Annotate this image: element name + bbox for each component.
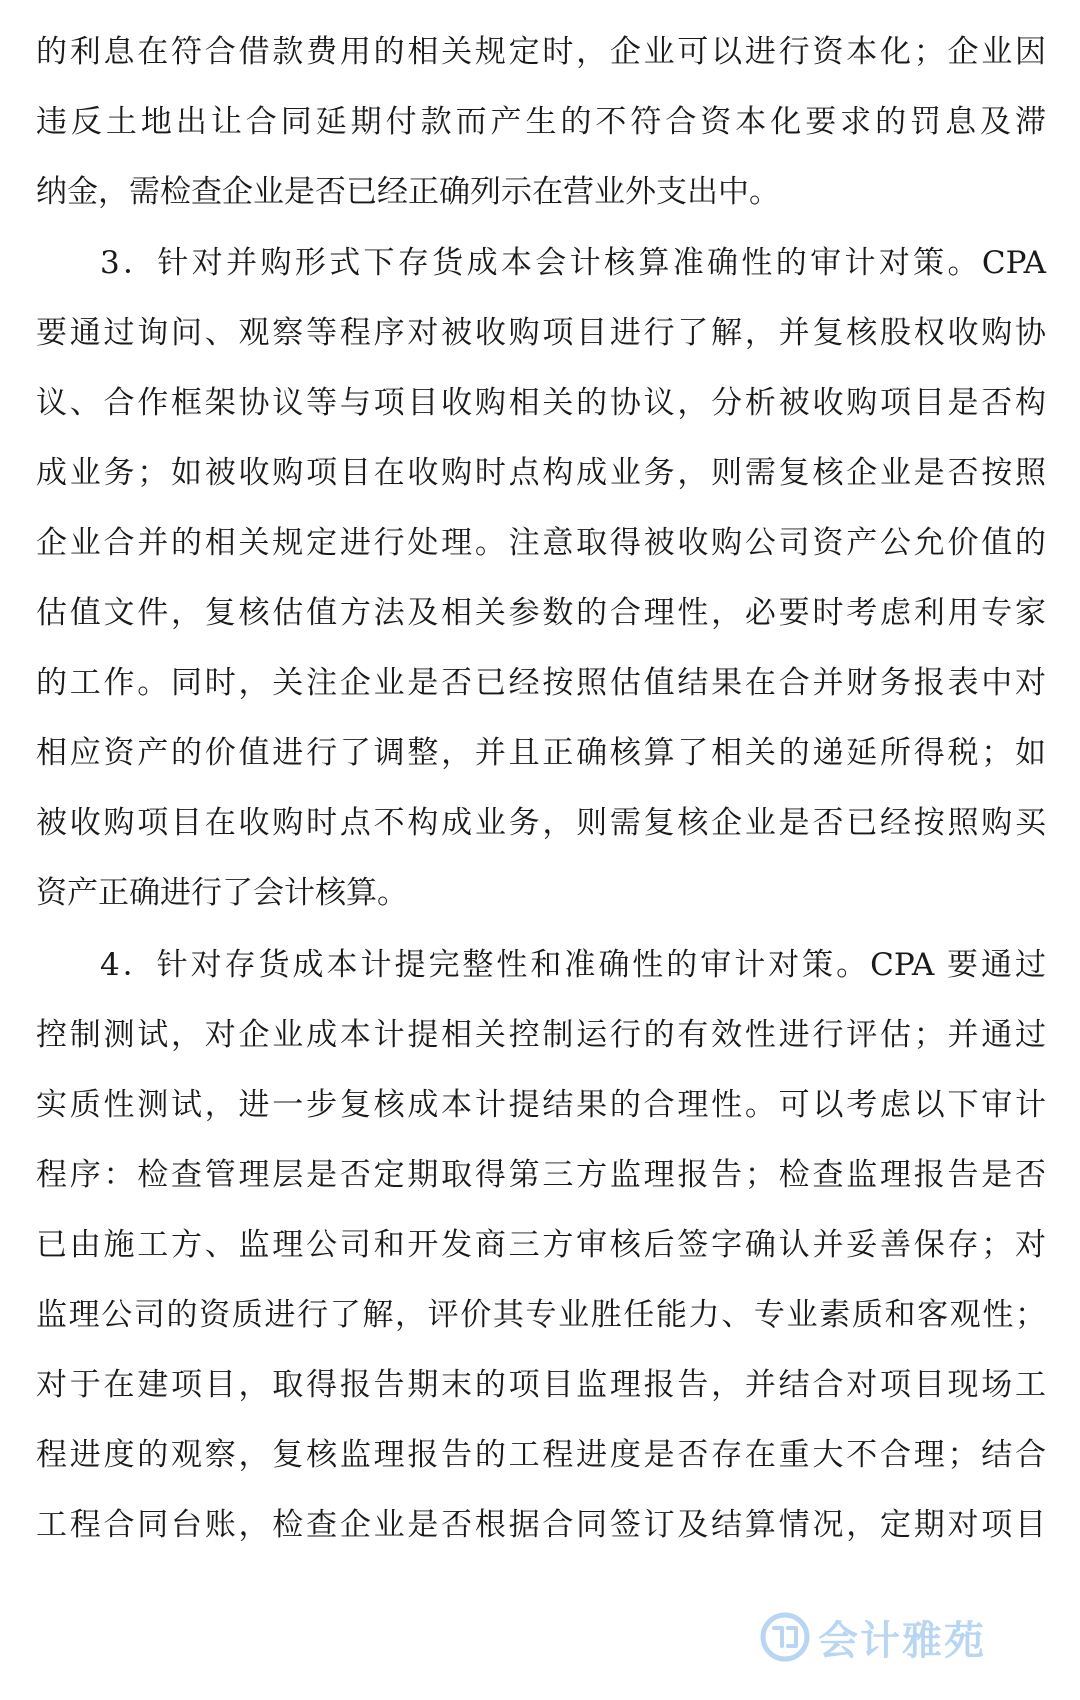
text-line: 要通过询问、观察等程序对被收购项目进行了解，并复核股权收购协 xyxy=(36,315,1046,351)
text-line: 资产正确进行了会计核算。 xyxy=(36,875,408,911)
text-line: 估值文件，复核估值方法及相关参数的合理性，必要时考虑利用专家 xyxy=(36,595,1046,631)
paragraph-3-heading-line: 3．针对并购形式下存货成本会计核算准确性的审计对策。CPA xyxy=(100,245,1046,281)
text-line: 违反土地出让合同延期付款而产生的不符合资本化要求的罚息及滞 xyxy=(36,104,1046,140)
text-line: 企业合并的相关规定进行处理。注意取得被收购公司资产公允价值的 xyxy=(36,525,1046,561)
watermark-text: 会计雅苑 xyxy=(818,1617,986,1664)
text-line: 工程合同台账，检查企业是否根据合同签订及结算情况，定期对项目 xyxy=(36,1507,1046,1543)
watermark xyxy=(760,1605,986,1669)
paragraph-4-heading-line: 4．针对存货成本计提完整性和准确性的审计对策。CPA 要通过 xyxy=(100,947,1046,983)
text-line: 实质性测试，进一步复核成本计提结果的合理性。可以考虑以下审计 xyxy=(36,1087,1046,1123)
text-line: 被收购项目在收购时点不构成业务，则需复核企业是否已经按照购买 xyxy=(36,805,1046,841)
text-line: 监理公司的资质进行了解，评价其专业胜任能力、专业素质和客观性； xyxy=(36,1297,1046,1333)
text-line: 控制测试，对企业成本计提相关控制运行的有效性进行评估；并通过 xyxy=(36,1017,1046,1053)
text-line: 程序：检查管理层是否定期取得第三方监理报告；检查监理报告是否 xyxy=(36,1157,1046,1193)
text-line: 已由施工方、监理公司和开发商三方审核后签字确认并妥善保存；对 xyxy=(36,1227,1046,1263)
text-line: 议、合作框架协议等与项目收购相关的协议，分析被收购项目是否构 xyxy=(36,385,1046,421)
text-line: 纳金，需检查企业是否已经正确列示在营业外支出中。 xyxy=(36,174,780,210)
text-line: 的工作。同时，关注企业是否已经按照估值结果在合并财务报表中对 xyxy=(36,665,1046,701)
text-line: 相应资产的价值进行了调整，并且正确核算了相关的递延所得税；如 xyxy=(36,735,1046,771)
text-line: 对于在建项目，取得报告期末的项目监理报告，并结合对项目现场工 xyxy=(36,1367,1046,1403)
text-line: 程进度的观察，复核监理报告的工程进度是否存在重大不合理；结合 xyxy=(36,1437,1046,1473)
text-line: 成业务；如被收购项目在收购时点构成业务，则需复核企业是否按照 xyxy=(36,455,1046,491)
text-line: 的利息在符合借款费用的相关规定时，企业可以进行资本化；企业因 xyxy=(36,34,1046,70)
kuaiji-yayuan-logo-icon xyxy=(760,1612,810,1662)
